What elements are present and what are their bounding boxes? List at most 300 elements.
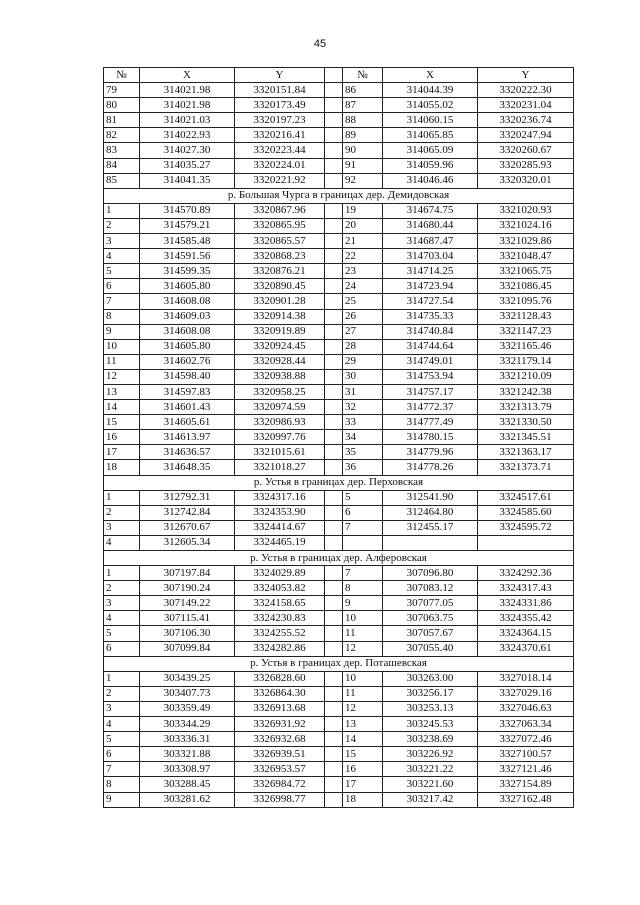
coord-y: 3320236.74: [478, 113, 574, 128]
column-gap: [325, 415, 343, 430]
point-number: 11: [343, 686, 383, 701]
coord-x: 303217.42: [383, 792, 478, 807]
coord-x: 307190.24: [140, 581, 235, 596]
table-row: [104, 671, 574, 686]
header-y-left: Y: [235, 68, 325, 83]
coord-x: 314636.57: [140, 445, 235, 460]
table-row: [104, 596, 574, 611]
point-number: 2: [104, 218, 140, 233]
coord-x: 307083.12: [383, 581, 478, 596]
column-gap: [325, 158, 343, 173]
point-number: 1: [104, 203, 140, 218]
table-row: [104, 762, 574, 777]
table-row: [104, 128, 574, 143]
point-number: 19: [343, 203, 383, 218]
column-gap: [325, 400, 343, 415]
table-row: [104, 792, 574, 807]
coord-x: 314027.30: [140, 143, 235, 158]
coord-x: 307096.80: [383, 566, 478, 581]
point-number: 84: [104, 158, 140, 173]
column-gap: [325, 445, 343, 460]
point-number: 18: [104, 460, 140, 475]
coord-y: 3324355.42: [478, 611, 574, 626]
point-number: 16: [343, 762, 383, 777]
coord-y: 3324370.61: [478, 641, 574, 656]
point-number: 6: [104, 279, 140, 294]
coord-x: 314022.93: [140, 128, 235, 143]
coord-y: 3321210.09: [478, 369, 574, 384]
point-number: 2: [104, 581, 140, 596]
point-number: 5: [104, 264, 140, 279]
table-row: [104, 732, 574, 747]
coord-y: 3320320.01: [478, 173, 574, 188]
table-row: [104, 339, 574, 354]
coord-x: 303336.31: [140, 732, 235, 747]
column-gap: [325, 596, 343, 611]
column-gap: [325, 173, 343, 188]
table-row: [104, 173, 574, 188]
point-number: 35: [343, 445, 383, 460]
column-gap: [325, 792, 343, 807]
coord-x: 314608.08: [140, 324, 235, 339]
coord-y: 3321313.79: [478, 400, 574, 415]
section-title: р. Устья в границах дер. Алферовская: [104, 551, 574, 566]
table-row: [104, 611, 574, 626]
point-number: 29: [343, 354, 383, 369]
coord-x: 307063.75: [383, 611, 478, 626]
coord-y: 3326864.30: [235, 686, 325, 701]
coord-x: 312742.84: [140, 505, 235, 520]
coord-y: 3326939.51: [235, 747, 325, 762]
coord-y: 3321024.16: [478, 218, 574, 233]
column-gap: [325, 143, 343, 158]
coord-x: 314060.15: [383, 113, 478, 128]
coord-x: 314055.02: [383, 98, 478, 113]
point-number: 7: [104, 294, 140, 309]
coord-y: 3320247.94: [478, 128, 574, 143]
coord-y: 3326932.68: [235, 732, 325, 747]
point-number: 20: [343, 218, 383, 233]
coord-y: 3320285.93: [478, 158, 574, 173]
coord-y: 3327072.46: [478, 732, 574, 747]
point-number: 86: [343, 83, 383, 98]
coord-x: 314601.43: [140, 400, 235, 415]
coord-y: 3327063.34: [478, 717, 574, 732]
coord-y: 3324364.15: [478, 626, 574, 641]
coord-y: 3327100.57: [478, 747, 574, 762]
point-number: 12: [104, 369, 140, 384]
coord-y: 3321330.50: [478, 415, 574, 430]
column-gap: [325, 309, 343, 324]
table-row: [104, 505, 574, 520]
coord-y: 3321128.43: [478, 309, 574, 324]
table-row: [104, 158, 574, 173]
table-row: [104, 384, 574, 399]
coord-x: 314608.08: [140, 294, 235, 309]
coord-x: 314687.47: [383, 234, 478, 249]
coord-x: 314727.54: [383, 294, 478, 309]
point-number: 28: [343, 339, 383, 354]
coord-x: 303288.45: [140, 777, 235, 792]
coord-x: 312792.31: [140, 490, 235, 505]
column-gap: [325, 701, 343, 716]
coord-x: 314714.25: [383, 264, 478, 279]
point-number: 12: [343, 701, 383, 716]
point-number: 89: [343, 128, 383, 143]
point-number: 4: [104, 611, 140, 626]
coord-x: 303308.97: [140, 762, 235, 777]
coord-y: 3321015.61: [235, 445, 325, 460]
coord-y: 3320914.38: [235, 309, 325, 324]
point-number: 90: [343, 143, 383, 158]
coord-y: 3327018.14: [478, 671, 574, 686]
point-number: [343, 535, 383, 550]
table-row: [104, 686, 574, 701]
table-row: [104, 249, 574, 264]
table-row: [104, 324, 574, 339]
point-number: 12: [343, 641, 383, 656]
coord-y: 3320173.49: [235, 98, 325, 113]
coord-y: 3321165.46: [478, 339, 574, 354]
column-gap: [325, 279, 343, 294]
coord-x: 314749.01: [383, 354, 478, 369]
coord-y: 3320216.41: [235, 128, 325, 143]
coord-x: 303253.13: [383, 701, 478, 716]
point-number: 10: [343, 671, 383, 686]
coord-y: 3321147.23: [478, 324, 574, 339]
table-row: [104, 143, 574, 158]
coord-x: 314021.98: [140, 83, 235, 98]
point-number: 6: [343, 505, 383, 520]
column-gap: [325, 566, 343, 581]
coord-x: 312464.80: [383, 505, 478, 520]
table-row: [104, 717, 574, 732]
coord-x: 314609.03: [140, 309, 235, 324]
section-title: р. Устья в границах дер. Перховская: [104, 475, 574, 490]
coord-y: 3324317.43: [478, 581, 574, 596]
coord-y: 3320890.45: [235, 279, 325, 294]
column-gap: [325, 339, 343, 354]
point-number: 1: [104, 490, 140, 505]
table-row: [104, 234, 574, 249]
coord-y: 3320865.57: [235, 234, 325, 249]
coord-x: 303281.62: [140, 792, 235, 807]
point-number: 9: [104, 792, 140, 807]
point-number: 79: [104, 83, 140, 98]
coord-y: 3321065.75: [478, 264, 574, 279]
coord-x: 314605.80: [140, 339, 235, 354]
table-row: [104, 309, 574, 324]
table-row: [104, 369, 574, 384]
section-title: р. Большая Чурга в границах дер. Демидовская: [104, 188, 574, 203]
table-header-row: [104, 68, 574, 83]
coord-x: 303344.29: [140, 717, 235, 732]
coord-x: 314648.35: [140, 460, 235, 475]
table-row: [104, 641, 574, 656]
column-gap: [325, 203, 343, 218]
coord-x: 314021.03: [140, 113, 235, 128]
coord-y: 3320222.30: [478, 83, 574, 98]
header-number-right: №: [343, 68, 383, 83]
point-number: 13: [104, 384, 140, 399]
coord-x: 303221.22: [383, 762, 478, 777]
column-gap: [325, 128, 343, 143]
coordinates-table: [103, 67, 574, 808]
point-number: 17: [104, 445, 140, 460]
column-gap: [325, 535, 343, 550]
coord-x: 314777.49: [383, 415, 478, 430]
coord-y: 3320986.93: [235, 415, 325, 430]
coord-x: 314735.33: [383, 309, 478, 324]
column-gap: [325, 430, 343, 445]
table-row: [104, 218, 574, 233]
column-gap: [325, 611, 343, 626]
coord-y: 3326828.60: [235, 671, 325, 686]
point-number: 6: [104, 747, 140, 762]
coord-x: 303245.53: [383, 717, 478, 732]
coord-y: 3324414.67: [235, 520, 325, 535]
table-row: [104, 581, 574, 596]
point-number: 92: [343, 173, 383, 188]
column-gap: [325, 384, 343, 399]
coord-y: 3321095.76: [478, 294, 574, 309]
point-number: 11: [343, 626, 383, 641]
coord-x: 307077.05: [383, 596, 478, 611]
header-x-left: X: [140, 68, 235, 83]
coord-x: 307115.41: [140, 611, 235, 626]
coord-y: 3324255.52: [235, 626, 325, 641]
page-number: 45: [313, 38, 327, 50]
coord-x: 314059.96: [383, 158, 478, 173]
coord-y: 3320221.92: [235, 173, 325, 188]
coord-y: 3320974.59: [235, 400, 325, 415]
column-gap: [325, 113, 343, 128]
coord-y: 3327046.63: [478, 701, 574, 716]
coord-y: 3327162.48: [478, 792, 574, 807]
coord-x: 314779.96: [383, 445, 478, 460]
coord-y: 3324292.36: [478, 566, 574, 581]
table-row: [104, 445, 574, 460]
point-number: 80: [104, 98, 140, 113]
column-gap: [325, 264, 343, 279]
point-number: 1: [104, 671, 140, 686]
column-gap: [325, 520, 343, 535]
coord-y: 3321363.17: [478, 445, 574, 460]
coord-x: 303221.60: [383, 777, 478, 792]
coord-x: 312455.17: [383, 520, 478, 535]
point-number: 36: [343, 460, 383, 475]
coord-x: 307057.67: [383, 626, 478, 641]
column-gap: [325, 717, 343, 732]
coord-x: 314740.84: [383, 324, 478, 339]
coord-y: 3326984.72: [235, 777, 325, 792]
point-number: 88: [343, 113, 383, 128]
point-number: 17: [343, 777, 383, 792]
section-title: р. Устья в границах дер. Поташевская: [104, 656, 574, 671]
point-number: 9: [343, 596, 383, 611]
table-row: [104, 460, 574, 475]
column-gap: [325, 369, 343, 384]
coord-y: 3320924.45: [235, 339, 325, 354]
coord-y: 3320919.89: [235, 324, 325, 339]
coord-x: 303226.92: [383, 747, 478, 762]
column-gap: [325, 490, 343, 505]
column-gap: [325, 249, 343, 264]
coord-x: 314753.94: [383, 369, 478, 384]
point-number: 87: [343, 98, 383, 113]
column-gap: [325, 777, 343, 792]
point-number: 4: [104, 249, 140, 264]
coord-x: 314605.61: [140, 415, 235, 430]
coord-x: 314579.21: [140, 218, 235, 233]
point-number: 34: [343, 430, 383, 445]
coord-y: 3320231.04: [478, 98, 574, 113]
coord-x: 314605.80: [140, 279, 235, 294]
table-row: [104, 701, 574, 716]
table-row: [104, 294, 574, 309]
column-gap: [325, 460, 343, 475]
coord-x: 303359.49: [140, 701, 235, 716]
column-gap: [325, 626, 343, 641]
table-row: [104, 203, 574, 218]
table-row: [104, 400, 574, 415]
coord-x: 307149.22: [140, 596, 235, 611]
coord-y: 3324053.82: [235, 581, 325, 596]
coord-x: 314065.85: [383, 128, 478, 143]
coord-y: 3326953.57: [235, 762, 325, 777]
point-number: 1: [104, 566, 140, 581]
column-gap: [325, 294, 343, 309]
table-row: [104, 83, 574, 98]
coord-x: 314674.75: [383, 203, 478, 218]
coord-x: 303439.25: [140, 671, 235, 686]
coord-y: 3321020.93: [478, 203, 574, 218]
coord-y: 3320958.25: [235, 384, 325, 399]
point-number: 21: [343, 234, 383, 249]
column-gap: [325, 68, 343, 83]
point-number: 33: [343, 415, 383, 430]
column-gap: [325, 505, 343, 520]
coord-y: 3321048.47: [478, 249, 574, 264]
point-number: 23: [343, 264, 383, 279]
point-number: 4: [104, 717, 140, 732]
coord-x: 314613.97: [140, 430, 235, 445]
coord-y: 3320151.84: [235, 83, 325, 98]
point-number: 31: [343, 384, 383, 399]
table-row: [104, 98, 574, 113]
coord-x: 314599.35: [140, 264, 235, 279]
column-gap: [325, 641, 343, 656]
point-number: 16: [104, 430, 140, 445]
coord-y: 3321029.86: [478, 234, 574, 249]
coord-y: 3320997.76: [235, 430, 325, 445]
coord-y: 3324282.86: [235, 641, 325, 656]
point-number: 27: [343, 324, 383, 339]
column-gap: [325, 686, 343, 701]
point-number: 10: [104, 339, 140, 354]
coord-y: 3321018.27: [235, 460, 325, 475]
coord-y: 3320867.96: [235, 203, 325, 218]
coord-x: 314778.26: [383, 460, 478, 475]
coord-x: 314570.89: [140, 203, 235, 218]
table-row: [104, 264, 574, 279]
coord-y: 3326931.92: [235, 717, 325, 732]
column-gap: [325, 234, 343, 249]
coord-x: 314585.48: [140, 234, 235, 249]
point-number: 7: [104, 762, 140, 777]
point-number: 3: [104, 234, 140, 249]
coord-y: 3327154.89: [478, 777, 574, 792]
coord-x: 314041.35: [140, 173, 235, 188]
point-number: 14: [104, 400, 140, 415]
point-number: 6: [104, 641, 140, 656]
coord-y: 3321086.45: [478, 279, 574, 294]
coord-x: 314046.46: [383, 173, 478, 188]
coord-x: 307197.84: [140, 566, 235, 581]
coord-y: 3320901.28: [235, 294, 325, 309]
table-row: [104, 279, 574, 294]
coord-y: 3321179.14: [478, 354, 574, 369]
coord-x: 314680.44: [383, 218, 478, 233]
coord-y: 3324517.61: [478, 490, 574, 505]
section-title-row: [104, 188, 574, 203]
column-gap: [325, 83, 343, 98]
point-number: 5: [343, 490, 383, 505]
table-row: [104, 626, 574, 641]
header-y-right: Y: [478, 68, 574, 83]
coord-y: 3324331.86: [478, 596, 574, 611]
point-number: 2: [104, 686, 140, 701]
coord-x: 303256.17: [383, 686, 478, 701]
table-row: [104, 777, 574, 792]
point-number: 13: [343, 717, 383, 732]
coord-x: 314044.39: [383, 83, 478, 98]
point-number: 7: [343, 520, 383, 535]
coord-x: 314723.94: [383, 279, 478, 294]
column-gap: [325, 324, 343, 339]
coord-x: 303321.88: [140, 747, 235, 762]
table-row: [104, 535, 574, 550]
coord-x: 303263.00: [383, 671, 478, 686]
table-row: [104, 490, 574, 505]
coord-x: 303407.73: [140, 686, 235, 701]
point-number: 30: [343, 369, 383, 384]
point-number: 85: [104, 173, 140, 188]
coord-x: 314021.98: [140, 98, 235, 113]
column-gap: [325, 354, 343, 369]
coord-y: 3324465.19: [235, 535, 325, 550]
coord-x: 303238.69: [383, 732, 478, 747]
column-gap: [325, 762, 343, 777]
coord-y: 3324230.83: [235, 611, 325, 626]
section-title-row: [104, 656, 574, 671]
point-number: 14: [343, 732, 383, 747]
coord-y: 3324158.65: [235, 596, 325, 611]
coord-x: [383, 535, 478, 550]
column-gap: [325, 747, 343, 762]
table-row: [104, 415, 574, 430]
point-number: 3: [104, 701, 140, 716]
section-title-row: [104, 551, 574, 566]
coord-y: 3326998.77: [235, 792, 325, 807]
coord-x: 312605.34: [140, 535, 235, 550]
point-number: 82: [104, 128, 140, 143]
column-gap: [325, 98, 343, 113]
coord-y: 3327029.16: [478, 686, 574, 701]
point-number: 7: [343, 566, 383, 581]
coord-y: 3320876.21: [235, 264, 325, 279]
coord-y: 3320868.23: [235, 249, 325, 264]
